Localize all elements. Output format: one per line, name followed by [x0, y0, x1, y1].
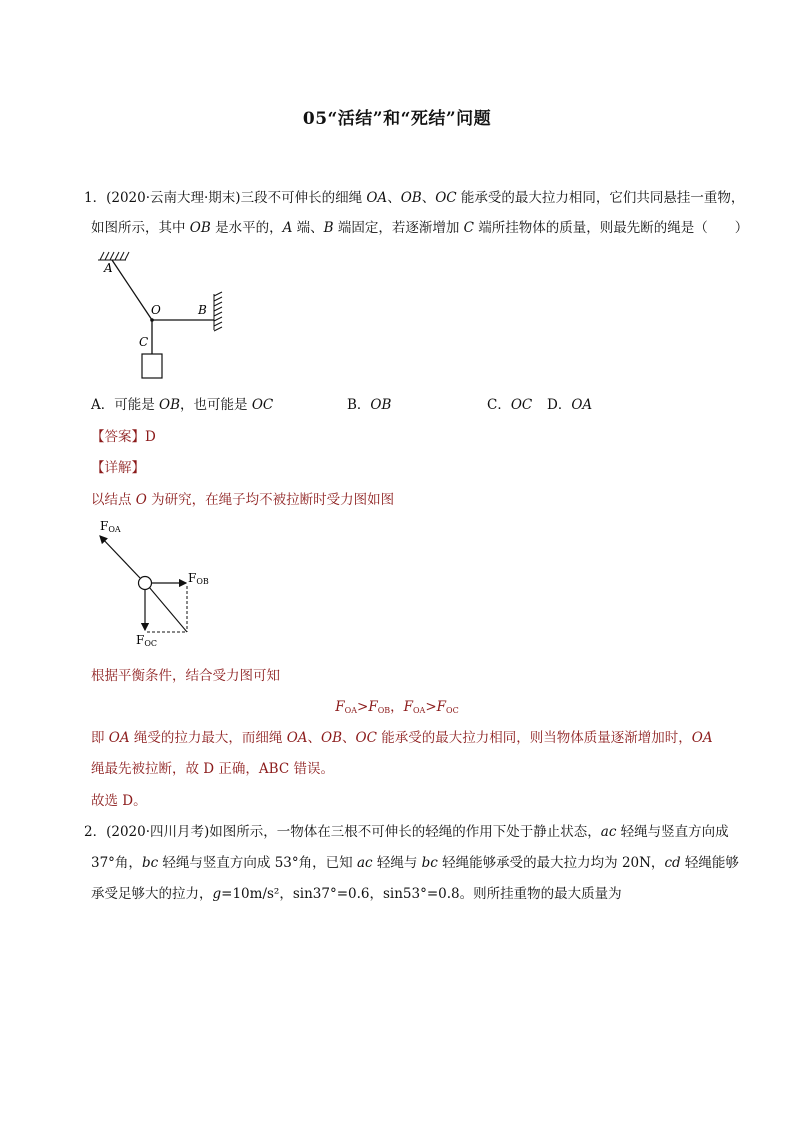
knot-o-circle	[139, 577, 152, 590]
q1-option-d[interactable]: D．OA	[547, 397, 593, 413]
label-c: C	[139, 335, 149, 349]
q1-detail-line5: 故选 D。	[91, 793, 147, 809]
ceiling-hatch	[98, 252, 129, 260]
force-label-ob: FOB	[188, 571, 209, 586]
q2-stem-line2: 37°角，bc 轻绳与竖直方向成 53°角，已知 ac 轻绳与 bc 轻绳能够承受的最大拉力均为 20N，cd 轻绳能够	[91, 855, 739, 871]
q1-formula: $F_{OA}>F_{OB}$，$F_{OA}>F_{OC}$	[335, 699, 459, 715]
q1-option-c[interactable]: C．OC	[487, 397, 533, 413]
label-a: A	[104, 261, 113, 275]
hanging-weight	[142, 354, 162, 378]
q1-detail-line4: 绳最先被拉断，故 D 正确，ABC 错误。	[91, 761, 334, 777]
q1-detail-line1: 以结点 O 为研究，在绳子均不被拉断时受力图如图	[91, 492, 395, 508]
q2-stem-line1: 2．(2020·四川月考)如图所示，一物体在三根不可伸长的轻绳的作用下处于静止状态，ac 轻绳与竖直方向成	[84, 824, 729, 840]
force-label-oa: FOA	[100, 519, 121, 534]
q1-stem-line2: 如图所示，其中 OB 是水平的，A 端、B 端固定，若逐渐增加 C 端所挂物体的质量，则最先断的绳是（ ）	[91, 220, 749, 236]
q1-stem-line1: 1．(2020·云南大理·期末)三段不可伸长的细绳 OA、OB、OC 能承受的最大拉力相同，它们共同悬挂一重物，	[84, 190, 745, 206]
q1-option-b[interactable]: B．OB	[347, 397, 392, 413]
q1-answer: 【答案】D	[91, 429, 156, 445]
wall-hatch	[214, 292, 222, 331]
parallelogram-diagonal	[149, 587, 187, 632]
rope-diagram	[90, 248, 240, 383]
q1-option-a[interactable]: A．可能是 OB，也可能是 OC	[91, 397, 274, 413]
knot-o	[150, 318, 154, 322]
q1-detail-heading: 【详解】	[91, 460, 145, 476]
q1-number: 1．	[84, 190, 107, 206]
force-label-oc: FOC	[136, 633, 158, 648]
label-o: O	[151, 303, 161, 317]
q1-detail-line3: 即 OA 绳受的拉力最大，而细绳 OA、OB、OC 能承受的最大拉力相同，则当物体质量逐渐增加时，OA	[91, 730, 713, 746]
q2-stem-line3: 承受足够大的拉力，g=10m/s²，sin37°=0.6，sin53°=0.8。则所挂重物的最大质量为	[91, 886, 622, 902]
q2-number: 2．	[84, 824, 107, 840]
rope-oa	[112, 260, 152, 320]
q1-detail-line2: 根据平衡条件，结合受力图可知	[91, 668, 280, 684]
label-b: B	[198, 303, 207, 317]
force-oa-arrow	[100, 536, 140, 578]
force-diagram	[90, 514, 230, 654]
page-title: 05“活结”和“死结”问题	[302, 109, 492, 129]
